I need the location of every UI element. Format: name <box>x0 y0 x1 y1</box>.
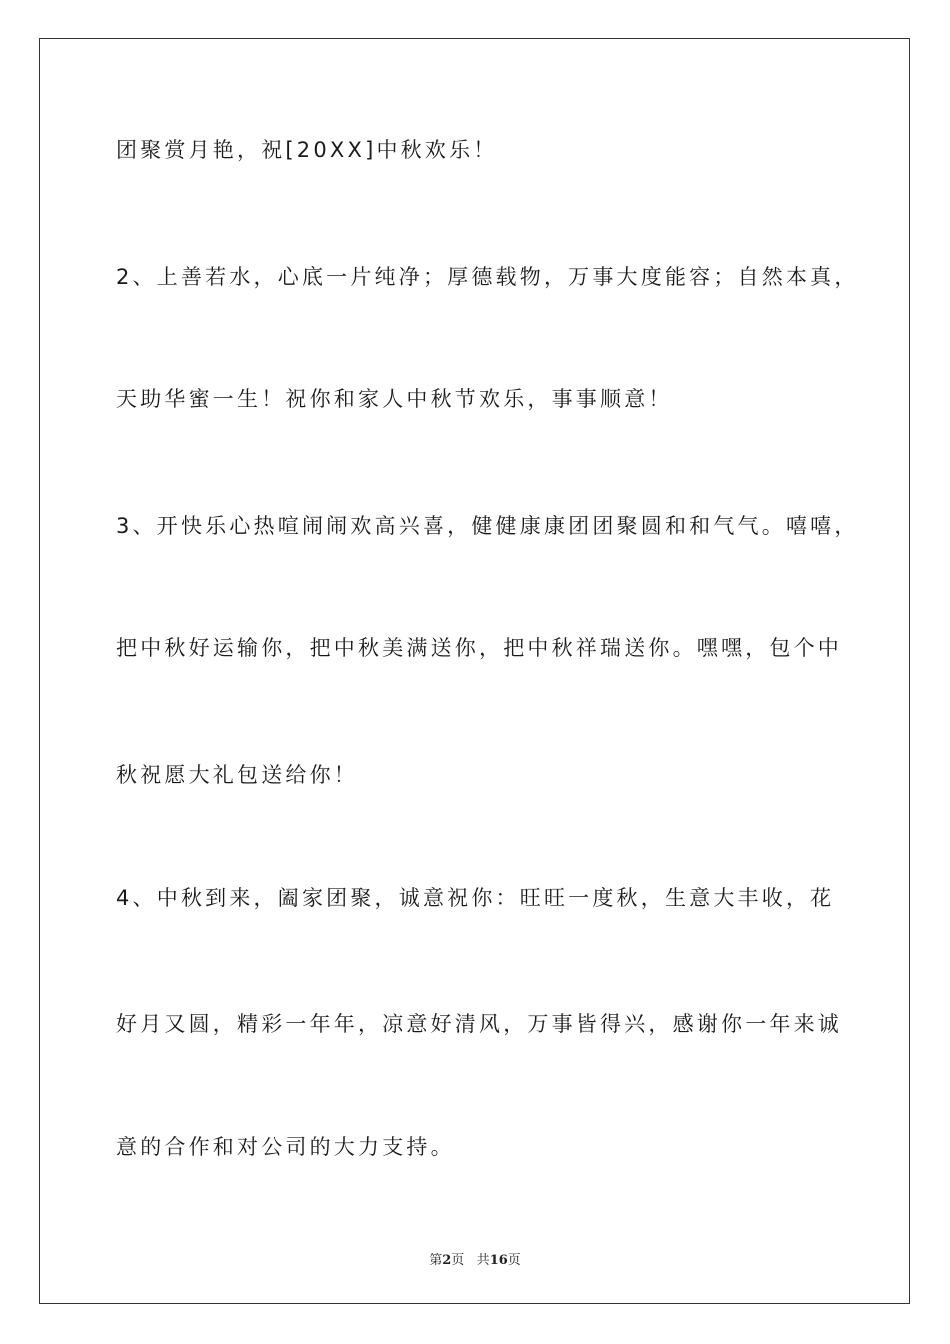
text-line-4: 3、开快乐心热喧闹闹欢高兴喜，健健康康团团聚圆和和气气。嘻嘻， <box>116 514 859 538</box>
text-line-7: 4、中秋到来，阖家团聚，诚意祝你：旺旺一度秋，生意大丰收，花 <box>116 886 835 910</box>
text-line-8: 好月又圆，精彩一年年，凉意好清风，万事皆得兴，感谢你一年来诚 <box>116 1012 842 1036</box>
text-line-9: 意的合作和对公司的大力支持。 <box>116 1135 455 1159</box>
footer-current-page: 2 <box>442 1253 452 1268</box>
text-line-6: 秋祝愿大礼包送给你！ <box>116 763 358 787</box>
page-border <box>39 38 910 1304</box>
page-footer <box>0 1249 950 1268</box>
footer-total-pages: 16 <box>489 1253 508 1268</box>
footer-page-prefix: 第 <box>429 1253 443 1268</box>
text-line-1: 团聚赏月艳，祝[20XX]中秋欢乐！ <box>116 138 498 162</box>
footer-total-prefix: 共 <box>476 1253 490 1268</box>
footer-page-suffix: 页 <box>451 1253 465 1268</box>
text-line-2: 2、上善若水，心底一片纯净；厚德载物，万事大度能容；自然本真， <box>116 265 859 289</box>
footer-total-suffix: 页 <box>507 1253 521 1268</box>
text-line-5: 把中秋好运输你，把中秋美满送你，把中秋祥瑞送你。嘿嘿，包个中 <box>116 636 842 660</box>
text-line-3: 天助华蜜一生！祝你和家人中秋节欢乐，事事顺意！ <box>116 387 673 411</box>
